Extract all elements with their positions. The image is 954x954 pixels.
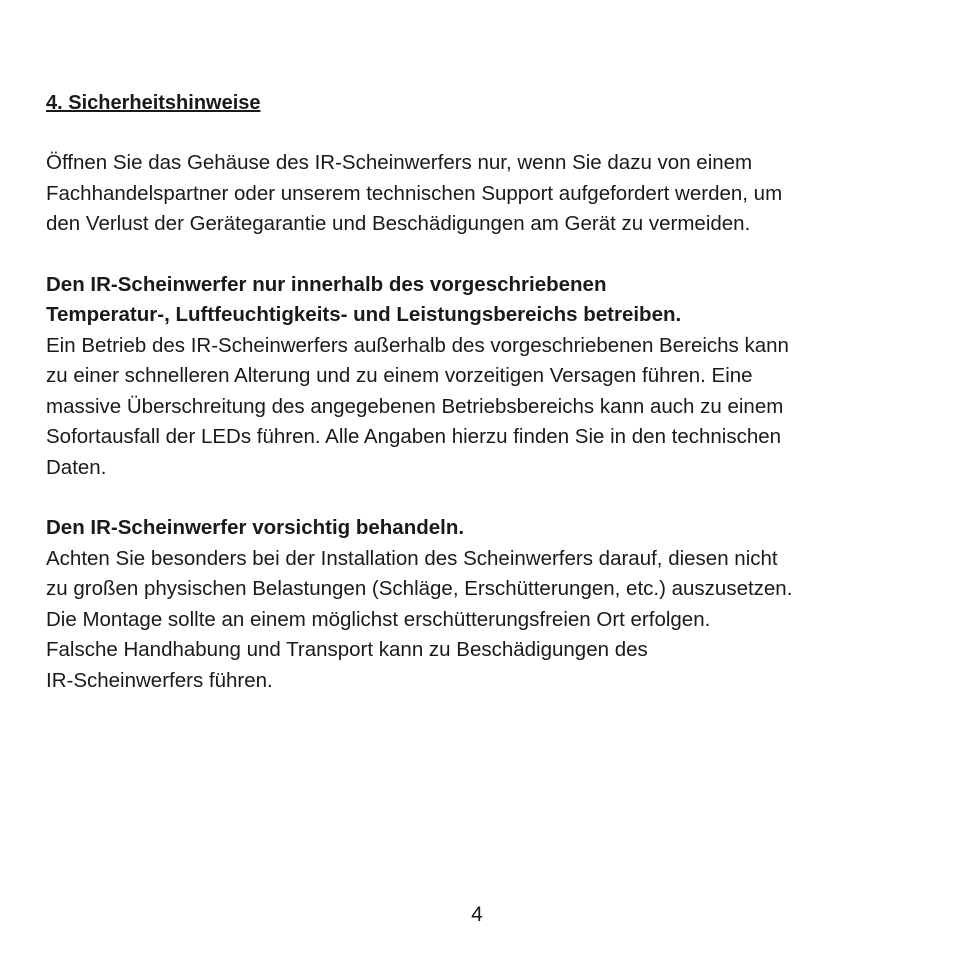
intro-paragraph — [46, 148, 916, 240]
intro-line: Fachhandelspartner oder unserem technischen Support aufgefordert werden, um — [46, 181, 783, 205]
intro-line: den Verlust der Gerätegarantie und Beschädigungen am Gerät zu vermeiden. — [46, 212, 751, 235]
intro-line: Öffnen Sie das Gehäuse des IR-Scheinwerfers nur, wenn Sie dazu von einem — [46, 151, 753, 174]
section-heading: 4. Sicherheitshinweise — [46, 92, 261, 114]
heading-line: Den IR-Scheinwerfer vorsichtig behandeln. — [46, 516, 465, 539]
paragraph-line: Achten Sie besonders bei der Installation des Scheinwerfers darauf, diesen nicht — [46, 546, 778, 570]
heading-line: Den IR-Scheinwerfer nur innerhalb des vorgeschriebenen — [46, 272, 607, 296]
operating-range-paragraph — [46, 331, 916, 484]
paragraph-line: massive Überschreitung des angegebenen Betriebsbereichs kann auch zu einem — [46, 394, 784, 418]
careful-handling-heading — [46, 513, 916, 544]
paragraph-line: zu großen physischen Belastungen (Schläge, Erschütterungen, etc.) auszusetzen. — [46, 577, 793, 600]
paragraph-line: Daten. — [46, 455, 107, 479]
operating-range-section — [46, 270, 916, 484]
paragraph-line: Ein Betrieb des IR-Scheinwerfers außerhalb des vorgeschriebenen Bereichs kann — [46, 333, 789, 357]
careful-handling-paragraph — [46, 544, 916, 697]
document-page — [46, 88, 916, 696]
page-number: 4 — [471, 903, 483, 926]
careful-handling-section — [46, 513, 916, 696]
paragraph-line: zu einer schnelleren Alterung und zu einem vorzeitigen Versagen führen. Eine — [46, 364, 753, 387]
paragraph-line: Falsche Handhabung und Transport kann zu Beschädigungen des — [46, 638, 648, 661]
paragraph-line: Sofortausfall der LEDs führen. Alle Angaben hierzu finden Sie in den technischen — [46, 425, 782, 448]
heading-line: Temperatur-, Luftfeuchtigkeits- und Leistungsbereichs betreiben. — [46, 303, 682, 326]
paragraph-line: IR-Scheinwerfers führen. — [46, 668, 273, 692]
operating-range-heading — [46, 270, 916, 331]
paragraph-line: Die Montage sollte an einem möglichst erschütterungsfreien Ort erfolgen. — [46, 607, 711, 631]
